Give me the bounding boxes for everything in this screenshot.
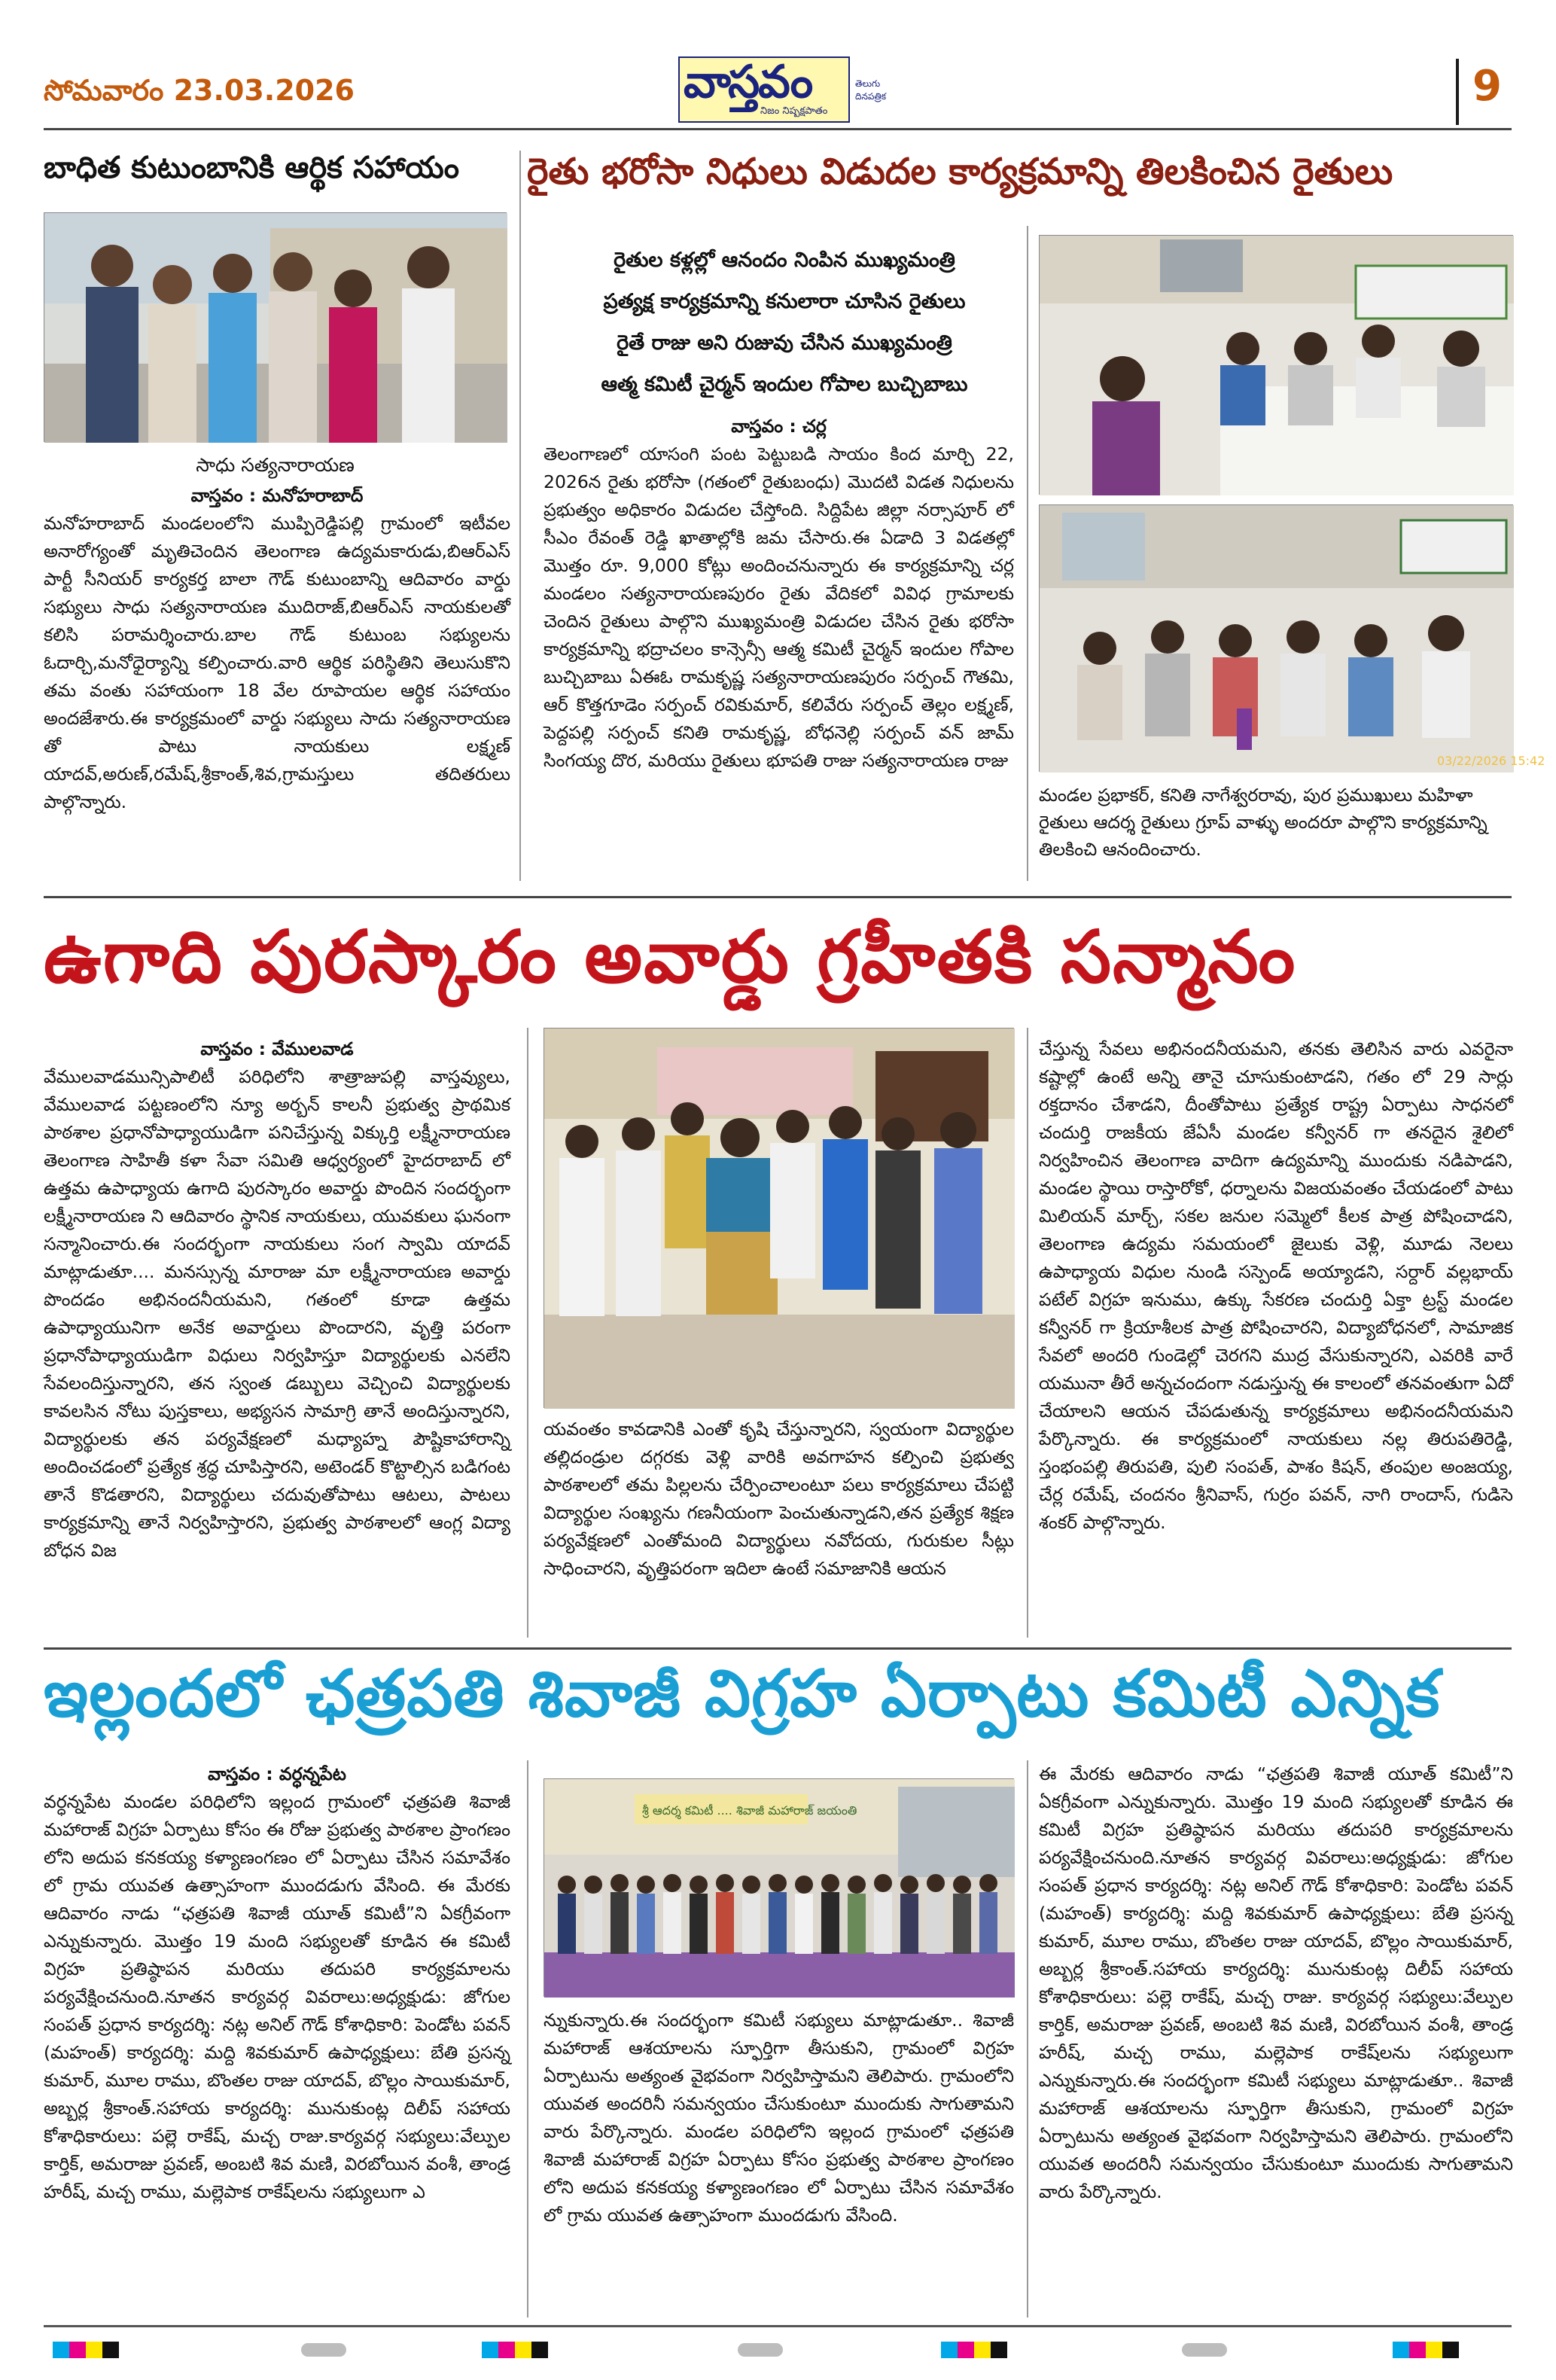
story2-subhead: రైతే రాజు అని రుజువు చేసిన ముఖ్యమంత్రి <box>617 331 952 355</box>
column-divider <box>527 1760 528 2318</box>
story2-headline: రైతు భరోసా నిధులు విడుదల కార్యక్రమాన్ని తిలకించిన రైతులు <box>527 151 1393 193</box>
story3-dateline: వాస్తవం : వేములవాడ <box>200 1038 354 1059</box>
story4-dateline: వాస్తవం : వర్ధన్నపేట <box>208 1763 346 1784</box>
column-divider <box>1027 1028 1028 1638</box>
column-divider <box>1027 1760 1028 2318</box>
story1-photo <box>44 212 507 442</box>
page-number: 9 <box>1472 62 1502 111</box>
story1-photo-caption: సాధు సత్యనారాయణ <box>196 454 355 476</box>
story4-body-col1 <box>44 1760 510 2318</box>
story2-photo-farmers <box>1039 504 1545 772</box>
story3-body-text-3: చేస్తున్న సేవలు అభినందనీయమని, తనకు తెలిసిన వారు ఎవరైనా కష్టాల్లో ఉంటే అన్ని తానై చూసుకుంటాడని, గతం లో 29 సార్లు రక్తదానం చేశాడని, దీంతోపాటు ప్రత్యేక రాష్ట్ర ఏర్పాటు సాధనలో చందుర్తి రాజకీయ జేఏసీ మండల కన్వీనర్ గా తనదైన శైలిలో నిర్వహించిన తెలంగాణ వాదిగా ఉద్యమాన్ని ముందుకు నడిపాడని, మండల స్థాయి రాస్తారోకో, ధర్నాలను విజయవంతం చేయడంలో పాటు మిలియన్ మార్చ్, సకల జనుల సమ్మెలో కీలక పాత్ర పోషించాడని, తెలంగాణ ఉద్యమ సమయంలో జైలుకు వెళ్లి, మూడు నెలలు ఉపాధ్యాయ విధుల నుండి సస్పెండ్ అయ్యాడని, సర్దార్ వల్లభాయ్ పటేల్ విగ్రహ ఇనుము, ఉక్కు సేకరణ చందుర్తి ఏక్తా ట్రస్ట్ మండల కన్వీనర్ గా క్రియాశీలక పాత్ర పోషించారని, విద్యాబోధనలో, సామాజిక సేవలో అందరి గుండెల్లో చెరగని ముద్ర వేసుకున్నారని, ఎవరికి వారే యమునా తీరే అన్నచందంగా నడుస్తున్న ఈ కాలంలో తనవంతుగా ఏదో చేయాలని ఆయన చేపడుతున్న కార్యక్రమాలు అభినందనీయమని పేర్కొన్నారు. ఈ కార్యక్రమంలో నాయకులు నల్ల తిరుపతిరెడ్డి, స్తంభంపల్లి తిరుపతి, పులి సంపత్, పాశం కిషన్, తంపుల అంజయ్య, చేర్ల రమేష్, చందనం శ్రీనివాస్, గుర్రం పవన్, నాగి రాందాస్, గుడిసె శంకర్ పాల్గొన్నారు. <box>1039 1038 1513 1533</box>
story4-body-text-1: వర్ధన్నపేట మండల పరిధిలోని ఇల్లంద గ్రామంలో ఛత్రపతి శివాజీ మహారాజ్ విగ్రహ ఏర్పాటు కోసం ఈ రోజు ప్రభుత్వ పాఠశాల ప్రాంగణం లోని అదుప కనకయ్య కళ్యాణంగణం లో ఏర్పాటు చేసిన సమావేశం లో గ్రామ యువత ఉత్సాహంగా ముందడుగు వేసింది. ఈ మేరకు ఆదివారం నాడు “ఛత్రపతి శివాజీ యూత్ కమిటీ”ని ఏకగ్రీవంగా ఎన్నుకున్నారు. మొత్తం 19 మంది సభ్యులతో కూడిన ఈ కమిటీ విగ్రహ ప్రతిష్ఠాపన మరియు తదుపరి కార్యక్రమాలను పర్యవేక్షించనుంది.నూతన కార్యవర్గ వివరాలు:అధ్యక్షుడు: జోగుల సంపత్ ప్రధాన కార్యదర్శి: నట్ల అనిల్ గౌడ్ కోశాధికారి: పెండోట పవన్ (మహంత్) కార్యదర్శి: మద్ది శివకుమార్ ఉపాధ్యక్షులు: బేతి ప్రసన్న కుమార్, మూల రాము, బొంతల రాజు యాదవ్, బొల్లం సాయికుమార్, అబ్బర్ల శ్రీకాంత్.సహాయ కార్యదర్శి: మునుకుంట్ల దిలీప్ సహాయ కోశాధికారులు: పల్లె రాకేష్, మచ్చ రాజు.కార్యవర్గ సభ్యులు:వేల్పుల కార్తిక్, అమరాజు ప్రవణ్, అంబటి శివ మణి, విరబోయిన వంశీ, తాండ్ర హరీష్, మచ్చ రాము, మల్లెపాక రాకేష్‌లను సభ్యులుగా ఎ <box>44 1791 510 2202</box>
story1-dateline: వాస్తవం : మనోహరాబాద్ <box>190 485 364 506</box>
masthead-rule <box>44 128 1512 130</box>
logo-tagline: నిజం నిష్పక్షపాతం <box>760 105 828 117</box>
story2-photo-meeting-hall <box>1039 235 1513 495</box>
story2-body-text: తెలంగాణలో యాసంగి పంట పెట్టుబడి సాయం కింద మార్చి 22, 2026న రైతు భరోసా (గతంలో రైతుబంధు) మొదటి విడత నిధులను ప్రభుత్వం అధికారం విడుదల చేస్తోంది. సిద్దిపేట జిల్లా నర్సాపూర్ లో సీఎం రేవంత్ రెడ్డి ఖాతాల్లోకి జమ చేసారు.ఈ ఏడాది 3 విడతల్లో మొత్తం రూ. 9,000 కోట్లు అందించనున్నారు ఈ కార్యక్రమాన్ని చర్ల మండలం సత్యనారాయణపురం రైతు వేదికలో వివిధ గ్రామాలకు చెందిన రైతులు పాల్గొని ముఖ్యమంత్రి విడుదల చేసిన రైతు భరోసా కార్యక్రమాన్ని భద్రాచలం కాన్సెన్సీ ఆత్మ కమిటీ చైర్మన్ ఇందుల గోపాల బుచ్చిబాబు ఏఈఓ రామకృష్ణ సత్యనారాయణపురం సర్పంచ్ గౌతమి, ఆర్ కొత్తగూడెం సర్పంచ్ రవికుమార్, కలివేరు సర్పంచ్ తెల్లం లక్ష్మణ్, పెద్దపల్లి సర్పంచ్ కనితి రామకృష్ణ, బోధనెల్లి సర్పంచ్ వన్ జామ్ సింగయ్య దొర, మరియు రైతులు భూపతి రాజు సత్యనారాయణ రాజు <box>544 443 1014 771</box>
logo-title: వాస్తవం <box>684 56 812 108</box>
story3-body-col2 <box>544 1416 1014 1641</box>
family-group-photo-icon <box>44 213 507 443</box>
story3-photo <box>544 1028 1014 1408</box>
story2-dateline: వాస్తవం : చర్ల <box>731 416 827 437</box>
color-registration-marks <box>53 2342 119 2358</box>
registration-oval <box>301 2343 346 2357</box>
page-number-divider <box>1456 59 1459 125</box>
story4-body-text-3: ఈ మేరకు ఆదివారం నాడు “ఛత్రపతి శివాజీ యూత్ కమిటీ”ని ఏకగ్రీవంగా ఎన్నుకున్నారు. మొత్తం 19 మంది సభ్యులతో కూడిన ఈ కమిటీ విగ్రహ ప్రతిష్ఠాపన మరియు తదుపరి కార్యక్రమాలను పర్యవేక్షించనుంది.నూతన కార్యవర్గ వివరాలు:అధ్యక్షుడు: జోగుల సంపత్ ప్రధాన కార్యదర్శి: నట్ల అనిల్ గౌడ్ కోశాధికారి: పెండోట పవన్ (మహంత్) కార్యదర్శి: మద్ది శివకుమార్ ఉపాధ్యక్షులు: బేతి ప్రసన్న కుమార్, మూల రాము, బొంతల రాజు యాదవ్, బొల్లం సాయికుమార్, అబ్బర్ల శ్రీకాంత్.సహాయ కార్యదర్శి: మునుకుంట్ల దిలీప్ సహాయ కోశాధికారులు: పల్లె రాకేష్, మచ్చ రాజు. కార్యవర్గ సభ్యులు:వేల్పుల కార్తిక్, అమరాజు ప్రవణ్, అంబటి శివ మణి, విరబోయిన వంశీ, తాండ్ర హరీష్, మచ్చ రాము, మల్లెపాక రాకేష్‌లను సభ్యులుగా ఎన్నుకున్నారు.ఈ సందర్భంగా కమిటీ సభ్యులు మాట్లాడుతూ.. శివాజీ మహారాజ్ ఆశయాలను స్ఫూర్తిగా తీసుకుని, గ్రామంలో విగ్రహ ఏర్పాటును అత్యంత వైభవంగా నిర్వహిస్తామని తెలిపారు. గ్రామంలోని యువత అందరినీ సమన్వయం చేసుకుంటూ ముందుకు సాగుతామని వారు పేర్కొన్నారు. <box>1039 1763 1513 2202</box>
story3-body-text-2: యవంతం కావడానికి ఎంతో కృషి చేస్తున్నారని, స్వయంగా విద్యార్థుల తల్లిదండ్రుల దగ్గరకు వెళ్లి వారికి అవగాహన కల్పించి ప్రభుత్వ పాఠశాలలో తమ పిల్లలను చేర్పించాలంటూ పలు కార్యక్రమాలు చేపట్టి విద్యార్థుల సంఖ్యను గణనీయంగా పెంచుతున్నాడని,తన ప్రత్యేక శిక్షణ పర్యవేక్షణలో ఎంతోమంది విద్యార్థులు నవోదయ, గురుకుల సీట్లు సాధించారని, వృత్తిపరంగా ఇదిలా ఉంటే సమాజానికి ఆయన <box>544 1419 1014 1579</box>
column-divider <box>519 151 521 881</box>
column-divider <box>1027 226 1028 881</box>
section-rule <box>44 896 1512 898</box>
color-registration-marks <box>1393 2342 1459 2358</box>
story4-headline: ఇల్లందలో ఛత్రపతి శివాజీ విగ్రహ ఏర్పాటు కమిటీ ఎన్నిక <box>44 1656 1441 1732</box>
story3-headline: ఉగాది పురస్కారం అవార్డు గ్రహీతకి సన్మానం <box>44 915 1297 999</box>
youth-committee-photo-icon <box>544 1779 1015 1998</box>
color-registration-marks <box>941 2342 1007 2358</box>
newspaper-logo <box>678 56 887 123</box>
color-registration-marks <box>482 2342 548 2358</box>
story1-body <box>44 482 510 904</box>
felicitation-photo-icon <box>544 1028 1015 1409</box>
story4-body-col2 <box>544 2007 1014 2315</box>
logo-side-text: తెలుగు దినపత్రిక <box>855 78 887 102</box>
meeting-hall-photo-icon <box>1040 236 1514 495</box>
story4-photo <box>544 1778 1014 1997</box>
story3-body-text-1: వేములవాడమున్సిపాలిటీ పరిధిలోని శాత్రాజుపల్లి వాస్తవ్యులు, వేములవాడ పట్టణంలోని న్యూ అర్బన్ కాలనీ ప్రభుత్వ ప్రాథమిక పాఠశాల ప్రధానోపాధ్యాయుడిగా పనిచేస్తున్న విక్కుర్తి లక్ష్మీనారాయణ తెలంగాణ సాహితీ కళా సేవా సమితి ఆధ్వర్యంలో హైదరాబాద్ లో ఉత్తమ ఉపాధ్యాయ ఉగాది పురస్కారం అవార్డు పొందిన సందర్భంగా లక్ష్మీనారాయణ ని ఆదివారం స్థానిక నాయకులు, యువకులు ఘనంగా సన్మానించారు.ఈ సందర్భంగా నాయకులు సంగ స్వామి యాదవ్ మాట్లాడుతూ.... మనస్సున్న మారాజు మా లక్ష్మీనారాయణ అవార్డు పొందడం అభినందనీయమని, గతంలో కూడా ఉత్తమ ఉపాధ్యాయునిగా అనేక అవార్డులు పొందారని, వృత్తి పరంగా ప్రధానోపాధ్యాయుడిగా విధులు నిర్వహిస్తూ విద్యార్థులకు ఎనలేని సేవలందిస్తున్నారని, తన స్వంత డబ్బులు వెచ్చించి విద్యార్థులకు కావలసిన నోటు పుస్తకాలు, అభ్యసన సామాగ్రి తానే అందిస్తున్నారని, విద్యార్థులకు తన పర్యవేక్షణలో మధ్యాహ్న పౌష్టికాహారాన్ని అందించడంలో ప్రత్యేక శ్రద్ధ చూపిస్తారని, అటెండర్ కొట్టాల్సిన బడిగంట తానే కొడతారని, విద్యార్థులు చదువుతోపాటు ఆటలు, పాటలు కార్యక్రమాన్ని తానే నిర్వహిస్తారని, ప్రభుత్వ పాఠశాలలో ఆంగ్ల విద్యా బోధన విజ <box>44 1066 510 1561</box>
story1-body-text: మనోహరాబాద్ మండలంలోని ముప్పిరెడ్డిపల్లి గ్రామంలో ఇటీవల అనారోగ్యంతో మృతిచెందిన తెలంగాణ ఉద్యమకారుడు,బిఆర్ఎస్ పార్టీ సీనియర్ కార్యకర్త బాలా గౌడ్ కుటుంబాన్ని ఆదివారం వార్డు సభ్యులు సాధు సత్యనారాయణ ముదిరాజ్,బిఆర్ఎస్ నాయకులతో కలిసి పరామర్శించారు.బాల గౌడ్ కుటుంబ సభ్యులను ఓదార్చి,మనోధైర్యాన్ని కల్పించారు.వారి ఆర్థిక పరిస్థితిని తెలుసుకొని తమ వంతు సహాయంగా 18 వేల రూపాయల ఆర్థిక సహాయం అందజేశారు.ఈ కార్యక్రమంలో వార్డు సభ్యులు సాదు సత్యనారాయణ తో పాటు నాయకులు లక్ష్మణ్ యాదవ్,అరుణ్,రమేష్,శ్రీకాంత్,శివ,గ్రామస్తులు తదితరులు పాల్గొన్నారు. <box>44 513 510 812</box>
story3-body-col3 <box>1039 1035 1513 1638</box>
registration-oval <box>738 2343 783 2357</box>
story1-headline: బాధిత కుటుంబానికి ఆర్థిక సహాయం <box>44 151 459 185</box>
section-rule <box>44 1647 1512 1650</box>
masthead <box>0 0 1556 130</box>
story4-body-text-2: న్నుకున్నారు.ఈ సందర్భంగా కమిటీ సభ్యులు మాట్లాడుతూ.. శివాజీ మహారాజ్ ఆశయాలను స్ఫూర్తిగా తీసుకుని, గ్రామంలో విగ్రహ ఏర్పాటును అత్యంత వైభవంగా నిర్వహిస్తామని తెలిపారు. గ్రామంలోని యువత అందరినీ సమన్వయం చేసుకుంటూ ముందుకు సాగుతామని వారు పేర్కొన్నారు. మండల పరిధిలోని ఇల్లంద గ్రామంలో ఛత్రపతి శివాజీ మహారాజ్ విగ్రహ ఏర్పాటు కోసం ప్రభుత్వ పాఠశాల ప్రాంగణం లోని అదుప కనకయ్య కళ్యాణంగణం లో ఏర్పాటు చేసిన సమావేశం లో గ్రామ యువత ఉత్సాహంగా ముందడుగు వేసింది. <box>544 2010 1014 2226</box>
story2-subhead: ఆత్మ కమిటీ చైర్మన్ ఇందుల గోపాల బుచ్చిబాబు <box>601 373 968 396</box>
column-divider <box>527 1028 528 1638</box>
story4-body-col3 <box>1039 1760 1513 2318</box>
story2-photo-caption: మండల ప్రభాకర్, కనితి నాగేశ్వరరావు, పుర ప్రముఖులు మహిళా రైతులు ఆదర్శ రైతులు గ్రూప్ వాళ్ళు అందరూ పాల్గొని కార్యక్రమాన్ని తిలకించి ఆనందించారు. <box>1039 785 1487 860</box>
story2-body <box>544 413 1014 883</box>
footer-rule <box>44 2325 1512 2327</box>
issue-date: సోమవారం 23.03.2026 <box>44 74 355 107</box>
story3-body-col1 <box>44 1035 510 1638</box>
photo-banner-text: శ్రీ ఆదర్శ కమిటీ .... శివాజీ మహారాజ్ జయంతి <box>642 1803 857 1818</box>
registration-oval <box>1182 2343 1227 2357</box>
farmers-audience-photo-icon <box>1040 505 1545 773</box>
story2-subhead: ప్రత్యక్ష కార్యక్రమాన్ని కనులారా చూసిన రైతులు <box>603 290 966 313</box>
story2-subhead: రైతుల కళ్లల్లో ఆనందం నింపిన ముఖ్యమంత్రి <box>614 248 955 272</box>
story2-subheads <box>544 239 1025 405</box>
photo-timestamp: 03/22/2026 15:42 <box>1437 754 1545 768</box>
